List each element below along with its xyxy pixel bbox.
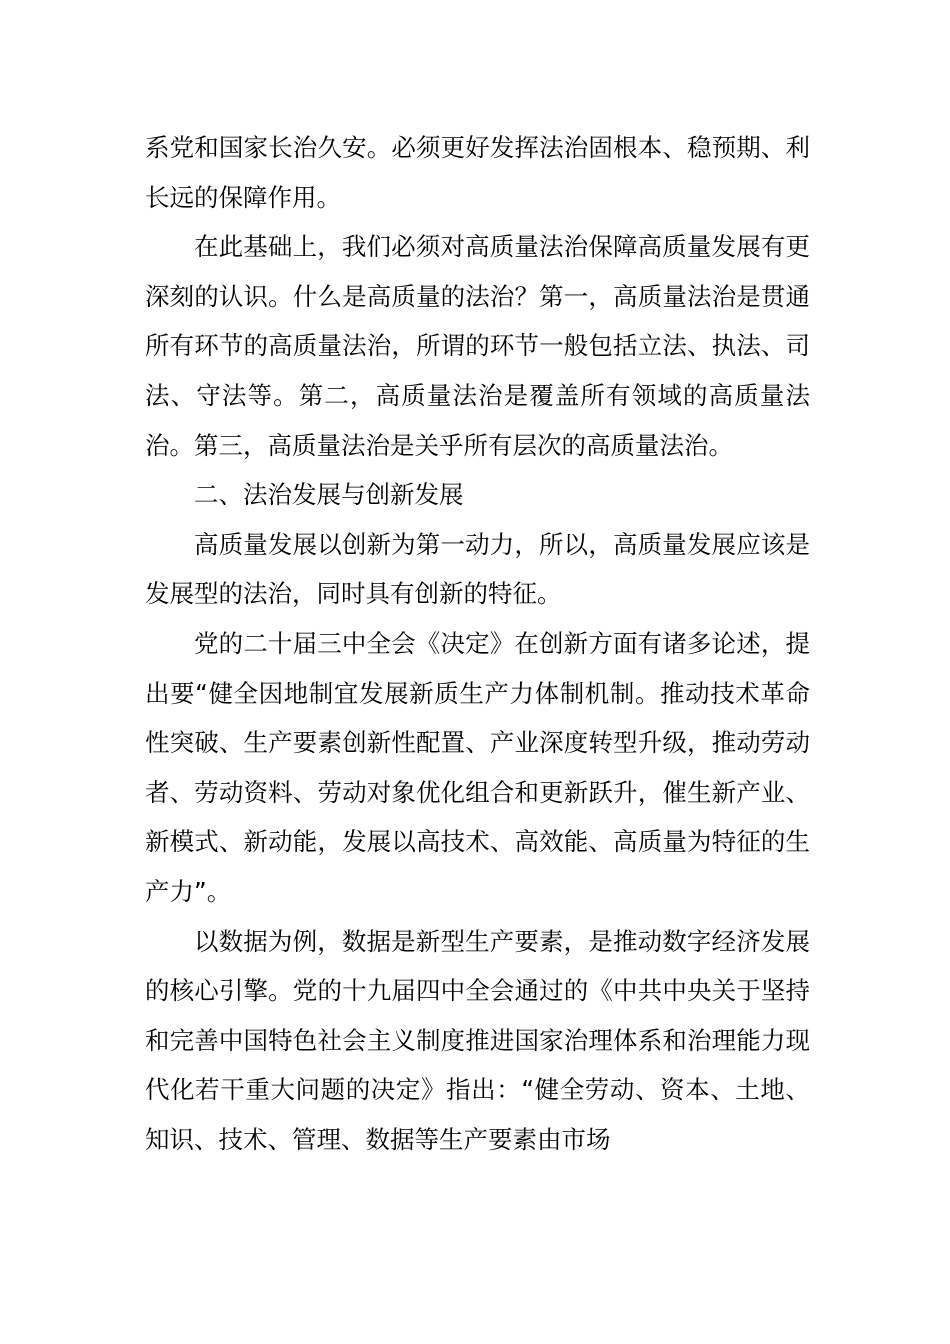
paragraph-third-plenum-decision: 党的二十届三中全会《决定》在创新方面有诸多论述，提出要“健全因地制宜发展新质生产力体制机制。推动技术革命性突破、生产要素创新性配置、产业深度转型升级，推动劳动者、劳动资料、劳动对象优化组合和更新跃升，催生新产业、新模式、新动能，发展以高技术、高效能、高质量为特征的生产力”。 [145,628,810,906]
paragraph-high-quality-rule-of-law: 在此基础上，我们必须对高质量法治保障高质量发展有更深刻的认识。什么是高质量的法治？第一，高质量法治是贯通所有环节的高质量法治，所谓的环节一般包括立法、执法、司法、守法等。第二，高质量法治是覆盖所有领域的高质量法治。第三，高质量法治是关乎所有层次的高质量法治。 [145,232,810,460]
document-body [145,123,810,1164]
section-heading-innovation: 二、法治发展与创新发展 [194,480,464,510]
paragraph-continuation: 系党和国家长治久安。必须更好发挥法治固根本、稳预期、利长远的保障作用。 [145,133,810,212]
paragraph-data-example: 以数据为例，数据是新型生产要素，是推动数字经济发展的核心引擎。党的十九届四中全会通过的《中共中央关于坚持和完善中国特色社会主义制度推进国家治理体系和治理能力现代化若干重大问题的决定》指出：“健全劳动、资本、土地、知识、技术、管理、数据等生产要素由市场 [145,926,810,1154]
paragraph-innovation-driver: 高质量发展以创新为第一动力，所以，高质量发展应该是发展型的法治，同时具有创新的特征。 [145,529,810,609]
